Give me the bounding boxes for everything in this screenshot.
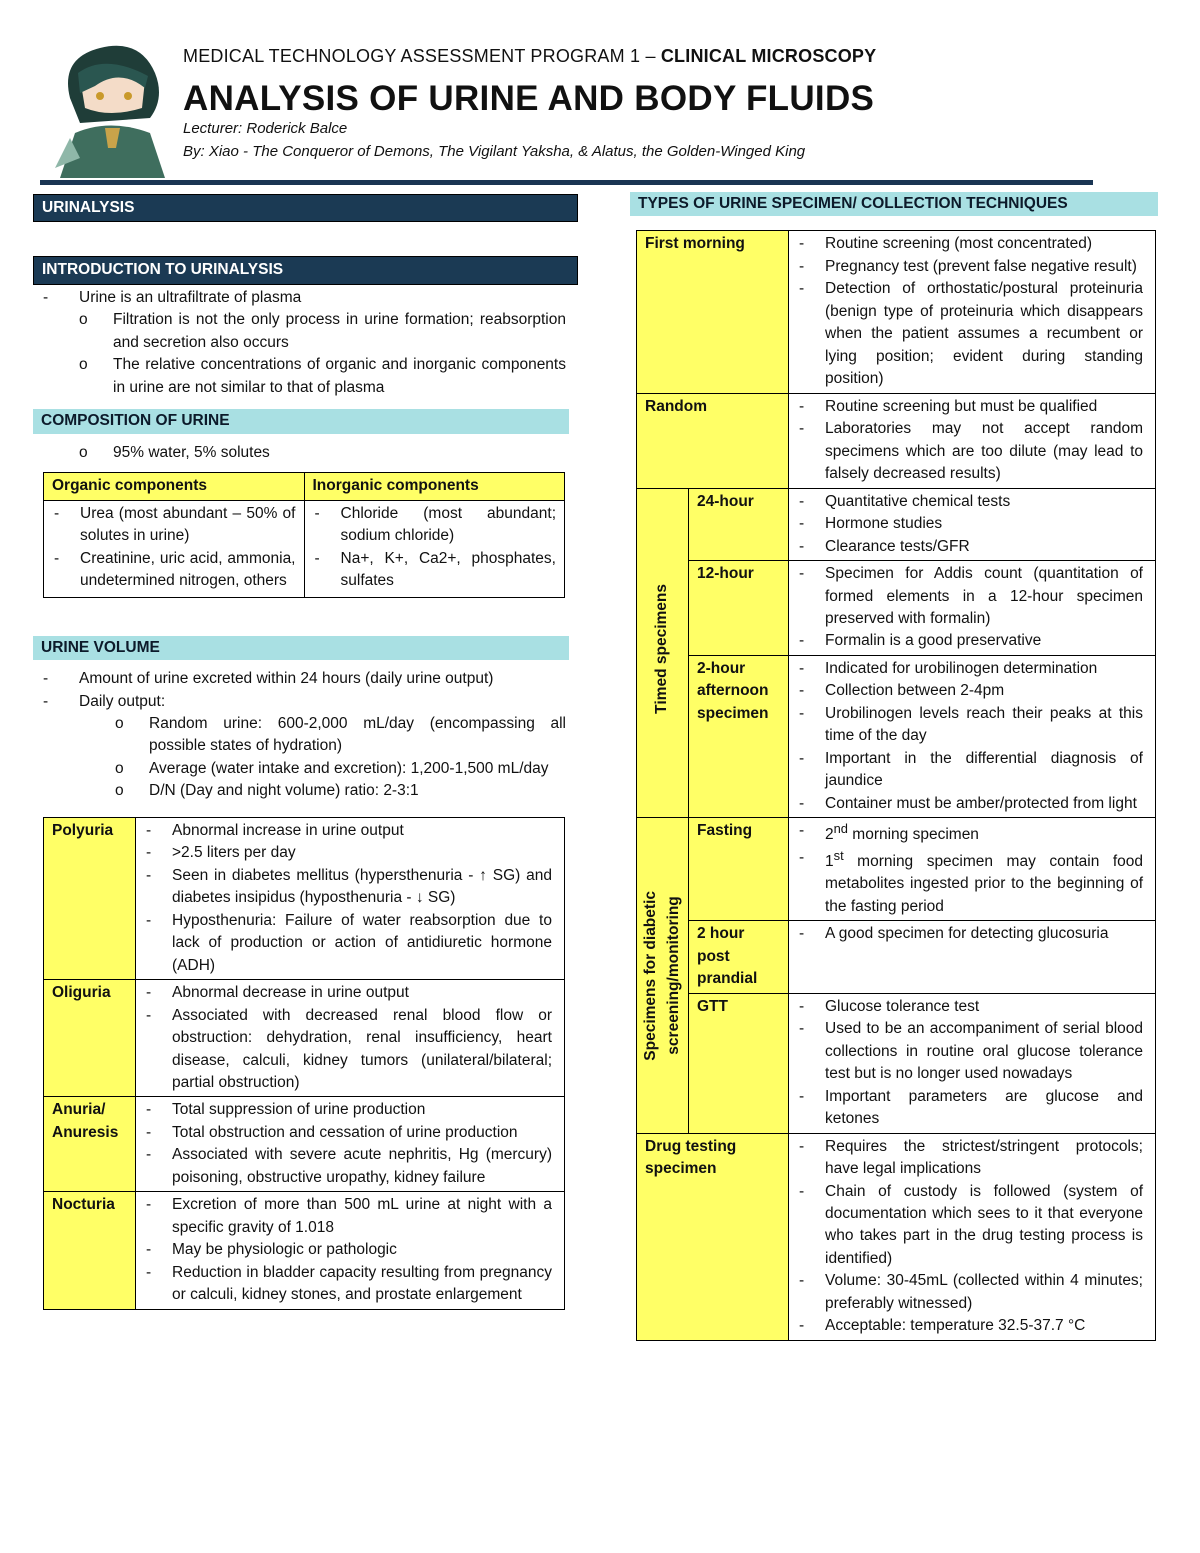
dash-bullet: - (799, 1087, 805, 1105)
dash-bullet: - (799, 492, 805, 510)
dash-bullet: - (799, 925, 805, 943)
row-content (789, 818, 1156, 921)
dash-bullet: - (799, 565, 805, 583)
row-item: Hormone studies (825, 515, 943, 533)
row-item: Abnormal increase in urine output (172, 821, 404, 839)
volume-list (33, 668, 578, 803)
sub-list-item (43, 309, 566, 354)
row-content (789, 488, 1156, 560)
dash-bullet: - (799, 537, 805, 555)
section-heading-specimen-types: TYPES OF URINE SPECIMEN/ COLLECTION TECHNIQUES (630, 192, 1158, 216)
section-heading-urinalysis: URINALYSIS (33, 194, 578, 222)
row-item: Routine screening (most concentrated) (825, 235, 1093, 253)
dash-bullet: - (54, 549, 60, 567)
list-item-text: Urine is an ultrafiltrate of plasma (79, 288, 302, 306)
row-item: Hyposthenuria: Failure of water reabsorption due to lack of production or action of antidiuretic hormone (ADH) (172, 911, 552, 974)
dash-bullet: - (54, 504, 60, 522)
composition-table (43, 472, 565, 597)
section-heading-urine-volume: URINE VOLUME (33, 636, 569, 660)
row-item: Indicated for urobilinogen determination (825, 659, 1098, 677)
table-row (44, 1192, 565, 1309)
dash-bullet: - (146, 1123, 152, 1141)
dash-bullet: - (146, 1196, 152, 1214)
dash-bullet: - (799, 749, 805, 767)
row-item: Urobilinogen levels reach their peaks at this time of the day (825, 704, 1143, 745)
list-item (43, 287, 566, 309)
row-item: >2.5 liters per day (172, 844, 296, 862)
dash-bullet: - (799, 397, 805, 415)
dash-bullet: - (799, 997, 805, 1015)
dash-bullet: - (314, 504, 320, 522)
row-item: Total suppression of urine production (172, 1101, 426, 1119)
right-column (630, 192, 1160, 1341)
row-item (825, 847, 1143, 919)
row-content (136, 1192, 565, 1309)
row-item: Detection of orthostatic/postural proteinuria (benign type of proteinuria which disappears when the patient assumes a recumbent or lying position; evident during standing position) (825, 280, 1143, 388)
table-row (637, 393, 1156, 488)
dash-bullet: - (146, 1006, 152, 1024)
row-item-text: morning specimen may contain food metabolites ingested prior to the beginning of the fasting period (825, 852, 1143, 915)
inorganic-item: Chloride (most abundant; sodium chloride) (340, 504, 556, 545)
dash-bullet: - (146, 1263, 152, 1281)
dash-bullet: - (799, 257, 805, 275)
dash-bullet: - (146, 866, 152, 884)
urine-volume-table (43, 817, 565, 1310)
table-row (637, 488, 1156, 560)
table-row (637, 231, 1156, 393)
dash-bullet: - (799, 848, 805, 866)
row-item (825, 820, 1143, 847)
row-item: Collection between 2-4pm (825, 682, 1005, 700)
header-divider (40, 180, 1093, 185)
list-item-text: Amount of urine excreted within 24 hours (daily urine output) (79, 670, 494, 688)
circle-bullet: o (79, 311, 88, 329)
row-label (689, 655, 789, 817)
sub-list-item-text: Filtration is not the only process in urine formation; reabsorption and secretion also occurs (113, 311, 566, 351)
table-row (637, 921, 1156, 993)
row-content (136, 980, 565, 1097)
program-subject: CLINICAL MICROSCOPY (660, 46, 877, 66)
row-item: Specimen for Addis count (quantitation of formed elements in a 12-hour specimen preserved with formalin) (825, 565, 1143, 627)
specimen-types-table (636, 230, 1156, 1340)
dash-bullet: - (146, 984, 152, 1002)
row-label-line: Anuresis (52, 1123, 119, 1141)
row-label-line: post (697, 947, 730, 965)
program-prefix: MEDICAL TECHNOLOGY ASSESSMENT PROGRAM 1 – (183, 46, 661, 66)
row-item: Pregnancy test (prevent false negative result) (825, 257, 1137, 275)
row-label-line: prandial (697, 970, 758, 988)
row-content (136, 817, 565, 979)
inorganic-item: Na+, K+, Ca2+, phosphates, sulfates (340, 549, 556, 590)
program-line (183, 43, 876, 69)
diabetic-group-label (637, 818, 689, 1133)
circle-bullet: o (79, 443, 88, 461)
row-item: Container must be amber/protected from light (825, 794, 1137, 812)
row-label: GTT (689, 993, 789, 1133)
section-heading-introduction: INTRODUCTION TO URINALYSIS (33, 256, 578, 284)
sub-list-item-text: Random urine: 600-2,000 mL/day (encompassing all possible states of hydration) (149, 714, 566, 755)
dash-bullet: - (799, 1317, 805, 1335)
row-item: Routine screening but must be qualified (825, 397, 1098, 415)
list-item (43, 691, 566, 713)
row-item: Important in the differential diagnosis of jaundice (825, 749, 1143, 790)
list-item (43, 668, 566, 690)
circle-bullet: o (115, 759, 124, 777)
left-column (33, 194, 578, 1310)
table-row (44, 980, 565, 1097)
row-label (689, 921, 789, 993)
row-item: Volume: 30-45mL (collected within 4 minutes; preferably witnessed) (825, 1272, 1143, 1312)
row-item: Formalin is a good preservative (825, 632, 1042, 650)
row-label: Polyuria (44, 817, 136, 979)
row-item: Laboratories may not accept random specimens which are too dilute (may lead to falsely decreased results) (825, 420, 1143, 483)
lecturer-line: Lecturer: Roderick Balce (183, 120, 348, 137)
circle-bullet: o (115, 782, 124, 800)
row-label: Fasting (689, 818, 789, 921)
dash-bullet: - (43, 288, 49, 306)
ordinal-suffix: st (833, 847, 844, 863)
dash-bullet: - (799, 1020, 805, 1038)
list-item-text: Daily output: (79, 692, 166, 710)
row-item: Quantitative chemical tests (825, 492, 1011, 510)
row-item: A good specimen for detecting glucosuria (825, 925, 1109, 943)
sub-list-item (43, 780, 566, 802)
dash-bullet: - (146, 844, 152, 862)
dash-bullet: - (799, 704, 805, 722)
sub-list-item-text: Average (water intake and excretion): 1,200-1,500 mL/day (149, 759, 549, 777)
dash-bullet: - (799, 794, 805, 812)
dash-bullet: - (146, 821, 152, 839)
section-heading-composition: COMPOSITION OF URINE (33, 409, 569, 433)
dash-bullet: - (43, 670, 49, 688)
row-content (789, 231, 1156, 393)
row-content (789, 561, 1156, 656)
dash-bullet: - (799, 632, 805, 650)
dash-bullet: - (146, 1101, 152, 1119)
row-label: 24-hour (689, 488, 789, 560)
timed-group-label (637, 488, 689, 818)
sub-list-item (43, 354, 566, 399)
dash-bullet: - (799, 515, 805, 533)
row-label-line: specimen (697, 704, 769, 722)
ordinal-number: 2 (825, 826, 834, 844)
table-row (44, 1097, 565, 1192)
row-label (44, 1097, 136, 1192)
dash-bullet: - (314, 549, 320, 567)
sub-list-item (43, 713, 566, 758)
inorganic-header: Inorganic components (304, 473, 565, 500)
composition-item (33, 442, 578, 464)
row-item-text: morning specimen (847, 826, 979, 844)
row-item: Total obstruction and cessation of urine production (172, 1123, 518, 1141)
dash-bullet: - (43, 692, 49, 710)
row-item: Excretion of more than 500 mL urine at night with a specific gravity of 1.018 (172, 1196, 552, 1236)
row-label: First morning (637, 231, 789, 393)
table-row (637, 993, 1156, 1133)
row-content (789, 921, 1156, 993)
organic-header: Organic components (44, 473, 305, 500)
row-item: Associated with severe acute nephritis, Hg (mercury) poisoning, obstructive uropathy, kidney failure (172, 1146, 552, 1186)
row-content (789, 1133, 1156, 1340)
dash-bullet: - (799, 1272, 805, 1290)
row-item: Seen in diabetes mellitus (hypersthenuria - ↑ SG) and diabetes insipidus (hyposthenuria - ↓ SG) (172, 866, 552, 907)
dash-bullet: - (146, 911, 152, 929)
circle-bullet: o (115, 714, 124, 732)
circle-bullet: o (79, 356, 88, 374)
table-row (44, 817, 565, 979)
group-label-text: screening/monitoring (664, 896, 682, 1055)
dash-bullet: - (146, 1241, 152, 1259)
dash-bullet: - (799, 1182, 805, 1200)
dash-bullet: - (799, 822, 805, 840)
organic-item: Urea (most abundant – 50% of solutes in urine) (80, 504, 296, 545)
page-title: ANALYSIS OF URINE AND BODY FLUIDS (183, 79, 875, 118)
row-item: Abnormal decrease in urine output (172, 984, 409, 1002)
group-label-text: Specimens for diabetic (642, 890, 660, 1061)
row-label-line: Anuria/ (52, 1101, 106, 1119)
character-avatar-illustration (50, 38, 175, 178)
table-row (637, 1133, 1156, 1340)
group-label-text: Timed specimens (653, 584, 671, 715)
row-item: Used to be an accompaniment of serial blood collections in routine oral glucose tolerance test but is no longer used nowadays (825, 1020, 1143, 1083)
row-label: Random (637, 393, 789, 488)
dash-bullet: - (799, 280, 805, 298)
row-label-line: Drug testing (645, 1137, 737, 1155)
row-item: Reduction in bladder capacity resulting from pregnancy or calculi, kidney stones, and prostate enlargement (172, 1263, 552, 1304)
row-item: Associated with decreased renal blood flow or obstruction: dehydration, renal insufficiency, heart disease, calculi, kidney tumors (unilateral/bilateral; partial obstruction) (172, 1006, 552, 1091)
row-item: Chain of custody is followed (system of documentation which sees to it that everyone who takes part in the drug testing process is identified) (825, 1182, 1143, 1267)
row-item: Requires the strictest/stringent protocols; have legal implications (825, 1137, 1143, 1178)
row-item: Acceptable: temperature 32.5-37.7 °C (825, 1317, 1086, 1335)
ordinal-suffix: nd (833, 821, 848, 837)
dash-bullet: - (799, 659, 805, 677)
composition-item-text: 95% water, 5% solutes (113, 443, 270, 461)
dash-bullet: - (799, 1137, 805, 1155)
document-header (40, 38, 1100, 178)
row-item: Clearance tests/GFR (825, 537, 970, 555)
row-content (789, 655, 1156, 817)
row-item: Glucose tolerance test (825, 997, 980, 1015)
row-label-line: afternoon (697, 682, 769, 700)
row-item: Important parameters are glucose and ketones (825, 1087, 1143, 1128)
sub-list-item-text: The relative concentrations of organic and inorganic components in urine are not similar to that of plasma (113, 356, 566, 396)
row-content (136, 1097, 565, 1192)
dash-bullet: - (799, 682, 805, 700)
row-item: May be physiologic or pathologic (172, 1241, 397, 1259)
ordinal-number: 1 (825, 852, 834, 870)
table-row (637, 818, 1156, 921)
table-row (637, 655, 1156, 817)
sub-list-item-text: D/N (Day and night volume) ratio: 2-3:1 (149, 782, 419, 800)
dash-bullet: - (799, 420, 805, 438)
table-row (637, 561, 1156, 656)
row-label (637, 1133, 789, 1340)
sub-list-item (43, 758, 566, 780)
organic-cell (44, 500, 305, 597)
row-content (789, 393, 1156, 488)
row-content (789, 993, 1156, 1133)
dash-bullet: - (799, 235, 805, 253)
row-label-line: specimen (645, 1160, 717, 1178)
byline: By: Xiao - The Conqueror of Demons, The Vigilant Yaksha, & Alatus, the Golden-Winged King (183, 143, 806, 160)
inorganic-cell (304, 500, 565, 597)
row-label-line: 2 hour (697, 925, 745, 943)
row-label: Oliguria (44, 980, 136, 1097)
intro-list (33, 285, 578, 399)
row-label: Nocturia (44, 1192, 136, 1309)
organic-item: Creatinine, uric acid, ammonia, undetermined nitrogen, others (80, 549, 296, 590)
dash-bullet: - (146, 1146, 152, 1164)
row-label-line: 2-hour (697, 659, 746, 677)
row-label: 12-hour (689, 561, 789, 656)
